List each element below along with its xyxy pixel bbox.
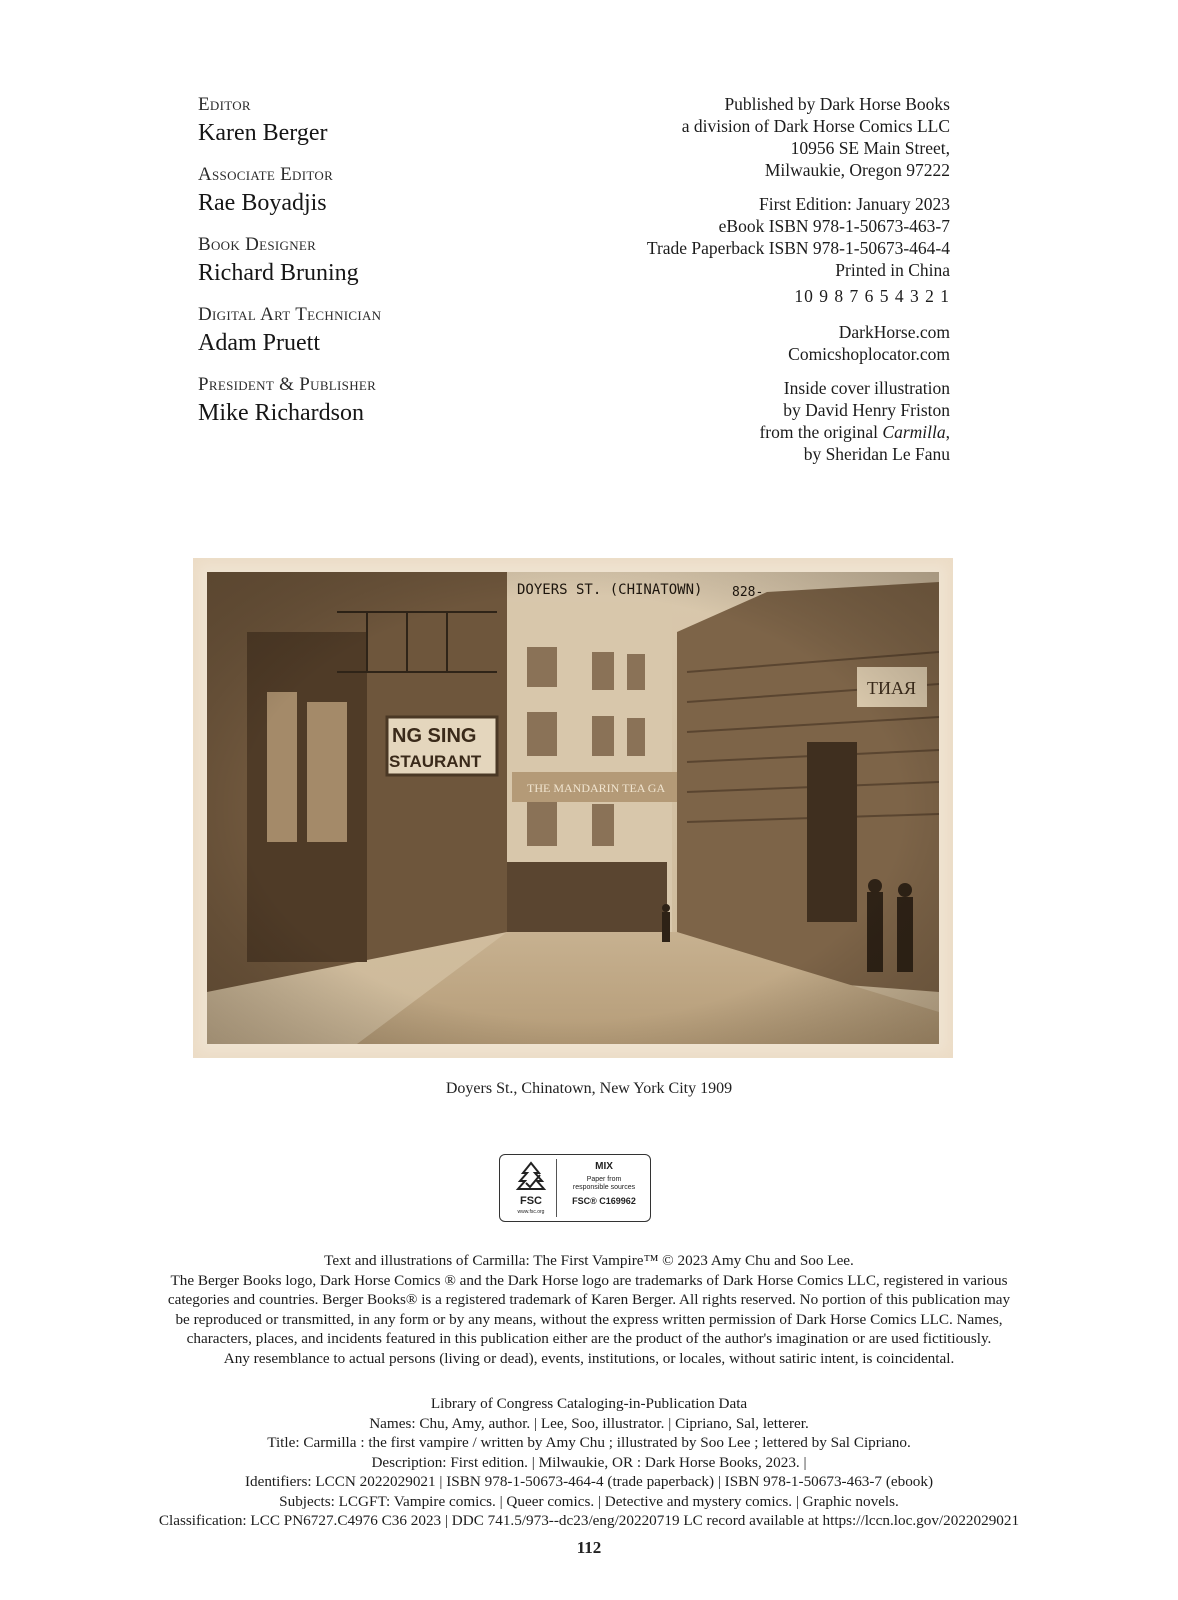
edition-line: First Edition: January 2023 xyxy=(758,194,950,214)
credit-role: Book Designer xyxy=(198,234,317,255)
photo-frame xyxy=(193,558,953,1058)
cover-credit xyxy=(530,377,950,465)
fsc-line: Paper from xyxy=(586,1176,622,1183)
credit-name: Mike Richardson xyxy=(198,400,364,426)
publisher-line: 10956 SE Main Street, xyxy=(790,138,950,158)
fsc-code: FSC® C169962 xyxy=(572,1196,636,1206)
photo-vignette xyxy=(207,572,939,1044)
web-links xyxy=(530,321,950,365)
fsc-label: FSC xyxy=(520,1195,542,1207)
legal-notice xyxy=(110,1251,1068,1368)
street-photograph xyxy=(207,572,939,1044)
publisher-address xyxy=(530,93,950,181)
edition-line: Printed in China xyxy=(835,260,950,280)
tree-checkmark-icon xyxy=(506,1159,556,1195)
fsc-tree-mark xyxy=(506,1159,557,1217)
legal-line: Any resemblance to actual persons (living or dead), events, institutions, or locales, without satiric intent, is coincidental. xyxy=(223,1349,955,1367)
cover-credit-line: Inside cover illustration xyxy=(783,378,950,398)
cover-credit-line: by David Henry Friston xyxy=(783,400,950,420)
fsc-url: www.fsc.org xyxy=(517,1209,545,1215)
credit-name: Richard Bruning xyxy=(198,260,359,286)
website-link: DarkHorse.com xyxy=(838,322,950,342)
cip-line: Identifiers: LCCN 2022029021 | ISBN 978-1-50673-464-4 (trade paperback) | ISBN 978-1-50673-463-7 (ebook) xyxy=(244,1473,934,1490)
edition-line: Trade Paperback ISBN 978-1-50673-464-4 xyxy=(646,238,950,258)
page-number: 112 xyxy=(576,1538,602,1557)
legal-line: categories and countries. Berger Books® is a registered trademark of Karen Berger. All rights reserved. No portion of this publication may xyxy=(167,1291,1011,1308)
cip-line: Subjects: LCGFT: Vampire comics. | Queer comics. | Detective and mystery comics. | Graphic novels. xyxy=(279,1492,899,1510)
website-link: Comicshoplocator.com xyxy=(788,344,950,364)
publisher-info xyxy=(530,93,950,465)
legal-line: The Berger Books logo, Dark Horse Comics ® and the Dark Horse logo are trademarks of Dark Horse Comics LLC, registered in various xyxy=(170,1271,1008,1289)
credit-associate-editor xyxy=(198,163,558,219)
publisher-line: a division of Dark Horse Comics LLC xyxy=(681,116,950,136)
cip-line: Title: Carmilla : the first vampire / written by Amy Chu ; illustrated by Soo Lee ; lettered by Sal Cipriano. xyxy=(267,1434,911,1451)
fsc-text xyxy=(562,1161,646,1206)
legal-line: Text and illustrations of Carmilla: The First Vampire™ © 2023 Amy Chu and Soo Lee. xyxy=(324,1252,854,1269)
cip-line: Names: Chu, Amy, author. | Lee, Soo, illustrator. | Cipriano, Sal, letterer. xyxy=(369,1414,809,1432)
edition-line: eBook ISBN 978-1-50673-463-7 xyxy=(718,216,950,236)
fsc-line: responsible sources xyxy=(572,1184,636,1191)
credit-role: Editor xyxy=(198,94,251,115)
cip-line: Description: First edition. | Milwaukie, OR : Dark Horse Books, 2023. | xyxy=(371,1453,807,1471)
cataloging-data xyxy=(100,1394,1078,1531)
publisher-line: Milwaukie, Oregon 97222 xyxy=(764,160,950,180)
printing-numbers: 10 9 8 7 6 5 4 3 2 1 xyxy=(794,286,950,306)
credit-role: Associate Editor xyxy=(198,164,334,185)
fsc-logo xyxy=(499,1154,651,1222)
publisher-line: Published by Dark Horse Books xyxy=(724,94,950,114)
credit-role: President & Publisher xyxy=(198,374,377,395)
legal-line: be reproduced or transmitted, in any form or by any means, without the express written permission of Dark Horse Comics LLC. Names, xyxy=(175,1310,1003,1328)
credit-name: Rae Boyadjis xyxy=(198,190,327,216)
photo-caption: Doyers St., Chinatown, New York City 1909 xyxy=(445,1080,733,1097)
cover-credit-prefix: from the original xyxy=(759,422,883,442)
credit-book-designer xyxy=(198,233,558,289)
credit-digital-art-technician xyxy=(198,303,558,359)
credit-name: Karen Berger xyxy=(198,120,328,146)
cip-line: Classification: LCC PN6727.C4976 C36 2023 | DDC 741.5/973--dc23/eng/20220719 LC record available at https://lccn.loc.gov/2022029021 xyxy=(158,1512,1020,1529)
edition-info xyxy=(530,193,950,281)
cover-credit-line xyxy=(530,421,950,443)
fsc-mix: MIX xyxy=(595,1161,613,1172)
cover-credit-suffix: , xyxy=(945,422,950,442)
cip-line: Library of Congress Cataloging-in-Publication Data xyxy=(430,1395,748,1412)
credit-name: Adam Pruett xyxy=(198,330,320,356)
credit-role: Digital Art Technician xyxy=(198,304,382,325)
credits-list xyxy=(198,93,558,443)
street-scene-illustration xyxy=(207,572,939,1044)
legal-line: characters, places, and incidents featured in this publication either are the product of the author's imagination or are used fictitiously. xyxy=(186,1330,992,1347)
cover-credit-line: by Sheridan Le Fanu xyxy=(803,444,950,464)
cover-credit-title: Carmilla xyxy=(882,422,946,442)
credit-president-publisher xyxy=(198,373,558,429)
credit-editor xyxy=(198,93,558,149)
